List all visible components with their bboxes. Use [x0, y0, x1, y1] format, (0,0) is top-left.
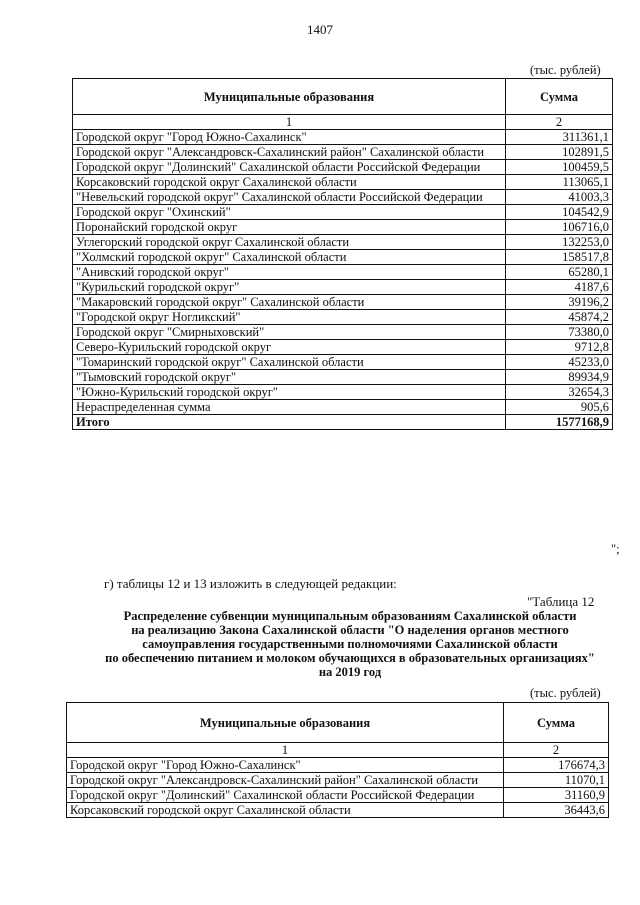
- page-number: 1407: [307, 22, 333, 37]
- table-row: [73, 220, 613, 235]
- table-row: [73, 130, 613, 145]
- table-row: [67, 803, 609, 818]
- total-sum: 1577168,9: [506, 415, 613, 430]
- table2-index-name: 1: [67, 743, 504, 758]
- heading-line: Распределение субвенции муниципальным образованиям Сахалинской области: [123, 609, 577, 623]
- table1-header-name: Муниципальные образования: [73, 79, 506, 115]
- table-row: [73, 205, 613, 220]
- municipality-sum: 11070,1: [504, 773, 609, 788]
- municipality-name: "Тымовский городской округ": [73, 370, 506, 385]
- municipality-name: Городской округ "Охинский": [73, 205, 506, 220]
- municipality-sum: 104542,9: [506, 205, 613, 220]
- table1-header-sum: Сумма: [506, 79, 613, 115]
- total-label: Итого: [73, 415, 506, 430]
- table1: [72, 78, 613, 430]
- municipality-name: Городской округ "Долинский" Сахалинской области Российской Федерации: [73, 160, 506, 175]
- municipality-name: Нераспределенная сумма: [73, 400, 506, 415]
- table-row: [73, 190, 613, 205]
- table2-header-sum: Сумма: [504, 703, 609, 743]
- amendment-paragraph: г) таблицы 12 и 13 изложить в следующей редакции:: [104, 576, 397, 591]
- heading-line: на реализацию Закона Сахалинской области "О наделения органов местного: [131, 623, 569, 637]
- municipality-name: Городской округ "Александровск-Сахалинский район" Сахалинской области: [73, 145, 506, 160]
- municipality-name: Поронайский городской округ: [73, 220, 506, 235]
- heading-line: по обеспечению питанием и молоком обучающихся в образовательных организациях": [105, 651, 595, 665]
- table-row: [73, 310, 613, 325]
- table-row: [73, 145, 613, 160]
- municipality-name: "Курильский городской округ": [73, 280, 506, 295]
- municipality-sum: 36443,6: [504, 803, 609, 818]
- municipality-sum: 4187,6: [506, 280, 613, 295]
- municipality-sum: 45874,2: [506, 310, 613, 325]
- municipality-name: "Южно-Курильский городской округ": [73, 385, 506, 400]
- table2-heading: [70, 609, 630, 679]
- municipality-sum: 9712,8: [506, 340, 613, 355]
- table1-body: [73, 130, 613, 430]
- municipality-sum: 132253,0: [506, 235, 613, 250]
- table-row: [67, 758, 609, 773]
- table-row: [73, 235, 613, 250]
- heading-line: на 2019 год: [318, 665, 382, 679]
- table-row: [67, 788, 609, 803]
- municipality-sum: 158517,8: [506, 250, 613, 265]
- municipality-sum: 73380,0: [506, 325, 613, 340]
- municipality-sum: 905,6: [506, 400, 613, 415]
- table1-index-sum: 2: [506, 115, 613, 130]
- municipality-name: Городской округ "Город Южно-Сахалинск": [67, 758, 504, 773]
- table-row: [73, 370, 613, 385]
- table-row: [73, 340, 613, 355]
- table1-index-name: 1: [73, 115, 506, 130]
- table-row: [73, 280, 613, 295]
- units-label-table2: (тыс. рублей): [530, 686, 601, 700]
- municipality-name: "Анивский городской округ": [73, 265, 506, 280]
- municipality-name: Городской округ "Александровск-Сахалинский район" Сахалинской области: [67, 773, 504, 788]
- municipality-name: Корсаковский городской округ Сахалинской области: [73, 175, 506, 190]
- heading-line: самоуправления государственными полномочиями Сахалинской области: [142, 637, 558, 651]
- municipality-name: Городской округ "Смирныховский": [73, 325, 506, 340]
- units-label-table1: (тыс. рублей): [530, 63, 601, 77]
- municipality-name: "Томаринский городской округ" Сахалинской области: [73, 355, 506, 370]
- municipality-name: Углегорский городской округ Сахалинской области: [73, 235, 506, 250]
- table-row: [67, 773, 609, 788]
- table-row: [73, 295, 613, 310]
- municipality-name: "Макаровский городской округ" Сахалинской области: [73, 295, 506, 310]
- municipality-sum: 41003,3: [506, 190, 613, 205]
- table2: [66, 702, 609, 818]
- table2-index-sum: 2: [504, 743, 609, 758]
- table-row: [73, 175, 613, 190]
- table1-closing-quote: ";: [611, 542, 620, 556]
- total-row: [73, 415, 613, 430]
- table-label: "Таблица 12: [527, 594, 595, 609]
- table-row: [73, 250, 613, 265]
- table-row: [73, 385, 613, 400]
- municipality-name: Городской округ "Город Южно-Сахалинск": [73, 130, 506, 145]
- table-row: [73, 160, 613, 175]
- table2-body: [67, 758, 609, 818]
- municipality-name: "Холмский городской округ" Сахалинской области: [73, 250, 506, 265]
- municipality-sum: 89934,9: [506, 370, 613, 385]
- table-row: [73, 355, 613, 370]
- municipality-sum: 106716,0: [506, 220, 613, 235]
- municipality-sum: 31160,9: [504, 788, 609, 803]
- table-row: [73, 400, 613, 415]
- municipality-name: Корсаковский городской округ Сахалинской области: [67, 803, 504, 818]
- municipality-sum: 39196,2: [506, 295, 613, 310]
- municipality-name: Городской округ "Долинский" Сахалинской области Российской Федерации: [67, 788, 504, 803]
- municipality-sum: 32654,3: [506, 385, 613, 400]
- municipality-name: "Невельский городской округ" Сахалинской области Российской Федерации: [73, 190, 506, 205]
- municipality-sum: 311361,1: [506, 130, 613, 145]
- municipality-sum: 45233,0: [506, 355, 613, 370]
- municipality-name: "Городской округ Ногликский": [73, 310, 506, 325]
- municipality-sum: 102891,5: [506, 145, 613, 160]
- municipality-sum: 65280,1: [506, 265, 613, 280]
- municipality-sum: 100459,5: [506, 160, 613, 175]
- table-row: [73, 325, 613, 340]
- municipality-sum: 176674,3: [504, 758, 609, 773]
- table-row: [73, 265, 613, 280]
- municipality-sum: 113065,1: [506, 175, 613, 190]
- municipality-name: Северо-Курильский городской округ: [73, 340, 506, 355]
- table2-header-name: Муниципальные образования: [67, 703, 504, 743]
